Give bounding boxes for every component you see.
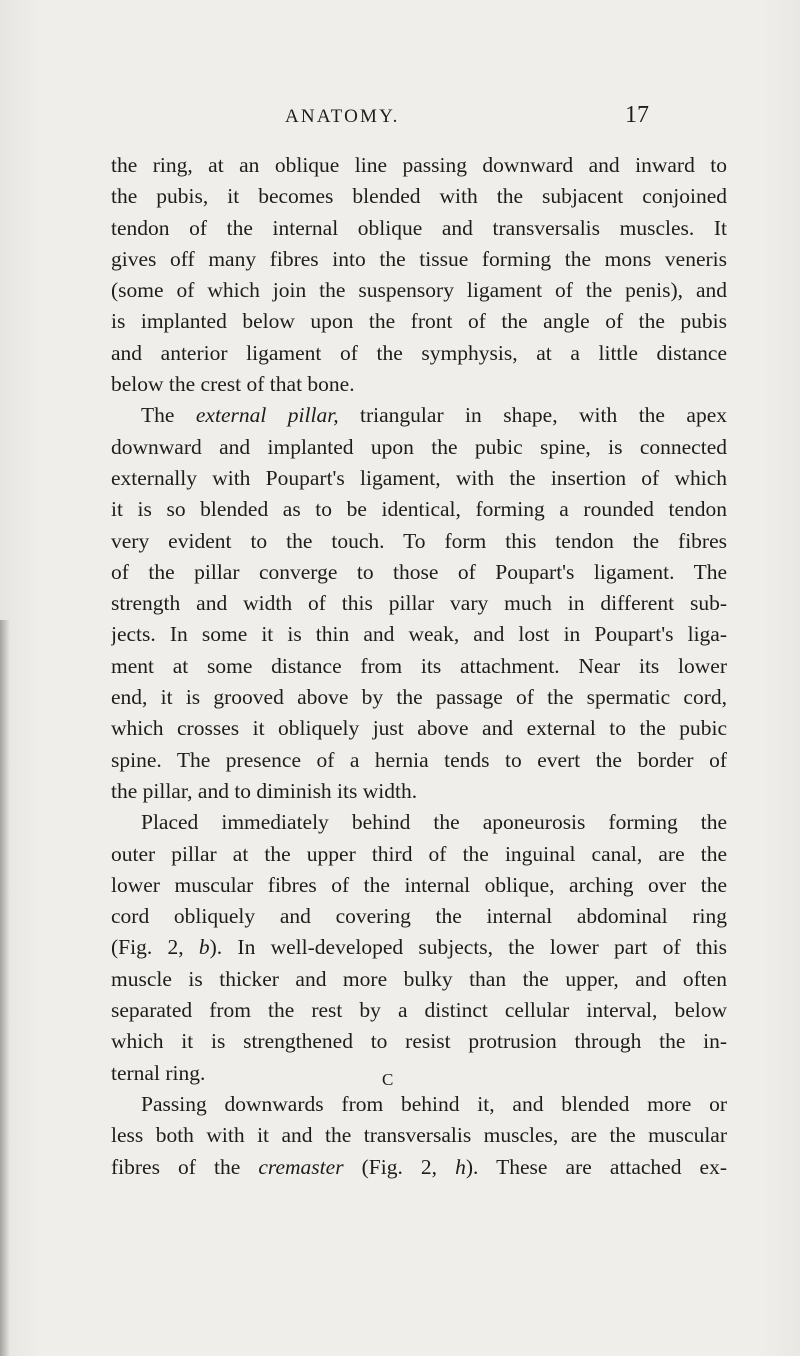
text-line: which crosses it obliquely just above and external to the pubic [111, 716, 727, 741]
page-number: 17 [625, 102, 649, 128]
text-line: fibres of the cremaster (Fig. 2, h). These are attached ex- [111, 1154, 727, 1179]
text-line: it is so blended as to be identical, forming a rounded tendon [111, 497, 727, 522]
text-line: very evident to the touch. To form this tendon the fibres [111, 528, 727, 553]
running-head [0, 102, 800, 132]
text-line: spine. The presence of a hernia tends to evert the border of [111, 747, 727, 772]
text-line: less both with it and the transversalis muscles, are the muscular [111, 1123, 727, 1148]
italic-figure-ref: h [455, 1154, 466, 1179]
text-line: muscle is thicker and more bulky than the upper, and often [111, 966, 727, 991]
text-line: end, it is grooved above by the passage of the spermatic cord, [111, 685, 727, 710]
page-gutter-shadow [0, 620, 10, 1356]
text-line: Passing downwards from behind it, and blended more or [141, 1091, 727, 1116]
text-line: outer pillar at the upper third of the inguinal canal, are the [111, 841, 727, 866]
italic-figure-ref: b [198, 935, 210, 960]
text-line: cord obliquely and covering the internal abdominal ring [111, 904, 727, 929]
italic-term: external pillar, [195, 403, 339, 428]
italic-term: cremaster [258, 1154, 344, 1179]
text-line: the pubis, it becomes blended with the subjacent conjoined [111, 184, 727, 209]
text-line: (some of which join the suspensory ligament of the penis), and [111, 278, 727, 303]
text-line: Placed immediately behind the aponeurosis forming the [141, 810, 727, 835]
text-line: and anterior ligament of the symphysis, at a little distance [111, 340, 727, 365]
signature-mark: C [382, 1070, 394, 1089]
text-line: which it is strengthened to resist protrusion through the in- [111, 1029, 727, 1054]
text-line: the ring, at an oblique line passing downward and inward to [111, 153, 727, 177]
text-line: gives off many fibres into the tissue forming the mons veneris [111, 246, 727, 271]
text-line: jects. In some it is thin and weak, and lost in Poupart's liga- [111, 622, 727, 647]
text-line: is implanted below upon the front of the angle of the pubis [111, 309, 727, 334]
text-line: below the crest of that bone. [111, 372, 355, 397]
text-line: lower muscular fibres of the internal oblique, arching over the [111, 872, 727, 897]
text-line: The external pillar, triangular in shape, with the apex [141, 403, 727, 428]
text-line: of the pillar converge to those of Poupart's ligament. The [111, 559, 727, 584]
text-line: separated from the rest by a distinct cellular interval, below [111, 998, 727, 1023]
text-line: the pillar, and to diminish its width. [111, 778, 418, 803]
running-title: ANATOMY. [285, 106, 400, 127]
text-line: ment at some distance from its attachment. Near its lower [111, 653, 727, 678]
text-line: ternal ring. [111, 1060, 206, 1085]
text-line: externally with Poupart's ligament, with the insertion of which [111, 465, 727, 490]
text-line: strength and width of this pillar vary much in different sub- [111, 591, 727, 616]
text-line: tendon of the internal oblique and transversalis muscles. It [111, 215, 727, 240]
text-line: downward and implanted upon the pubic spine, is connected [111, 434, 727, 459]
text-line: (Fig. 2, b). In well-developed subjects, the lower part of this [111, 935, 727, 960]
body-text [111, 150, 727, 1183]
